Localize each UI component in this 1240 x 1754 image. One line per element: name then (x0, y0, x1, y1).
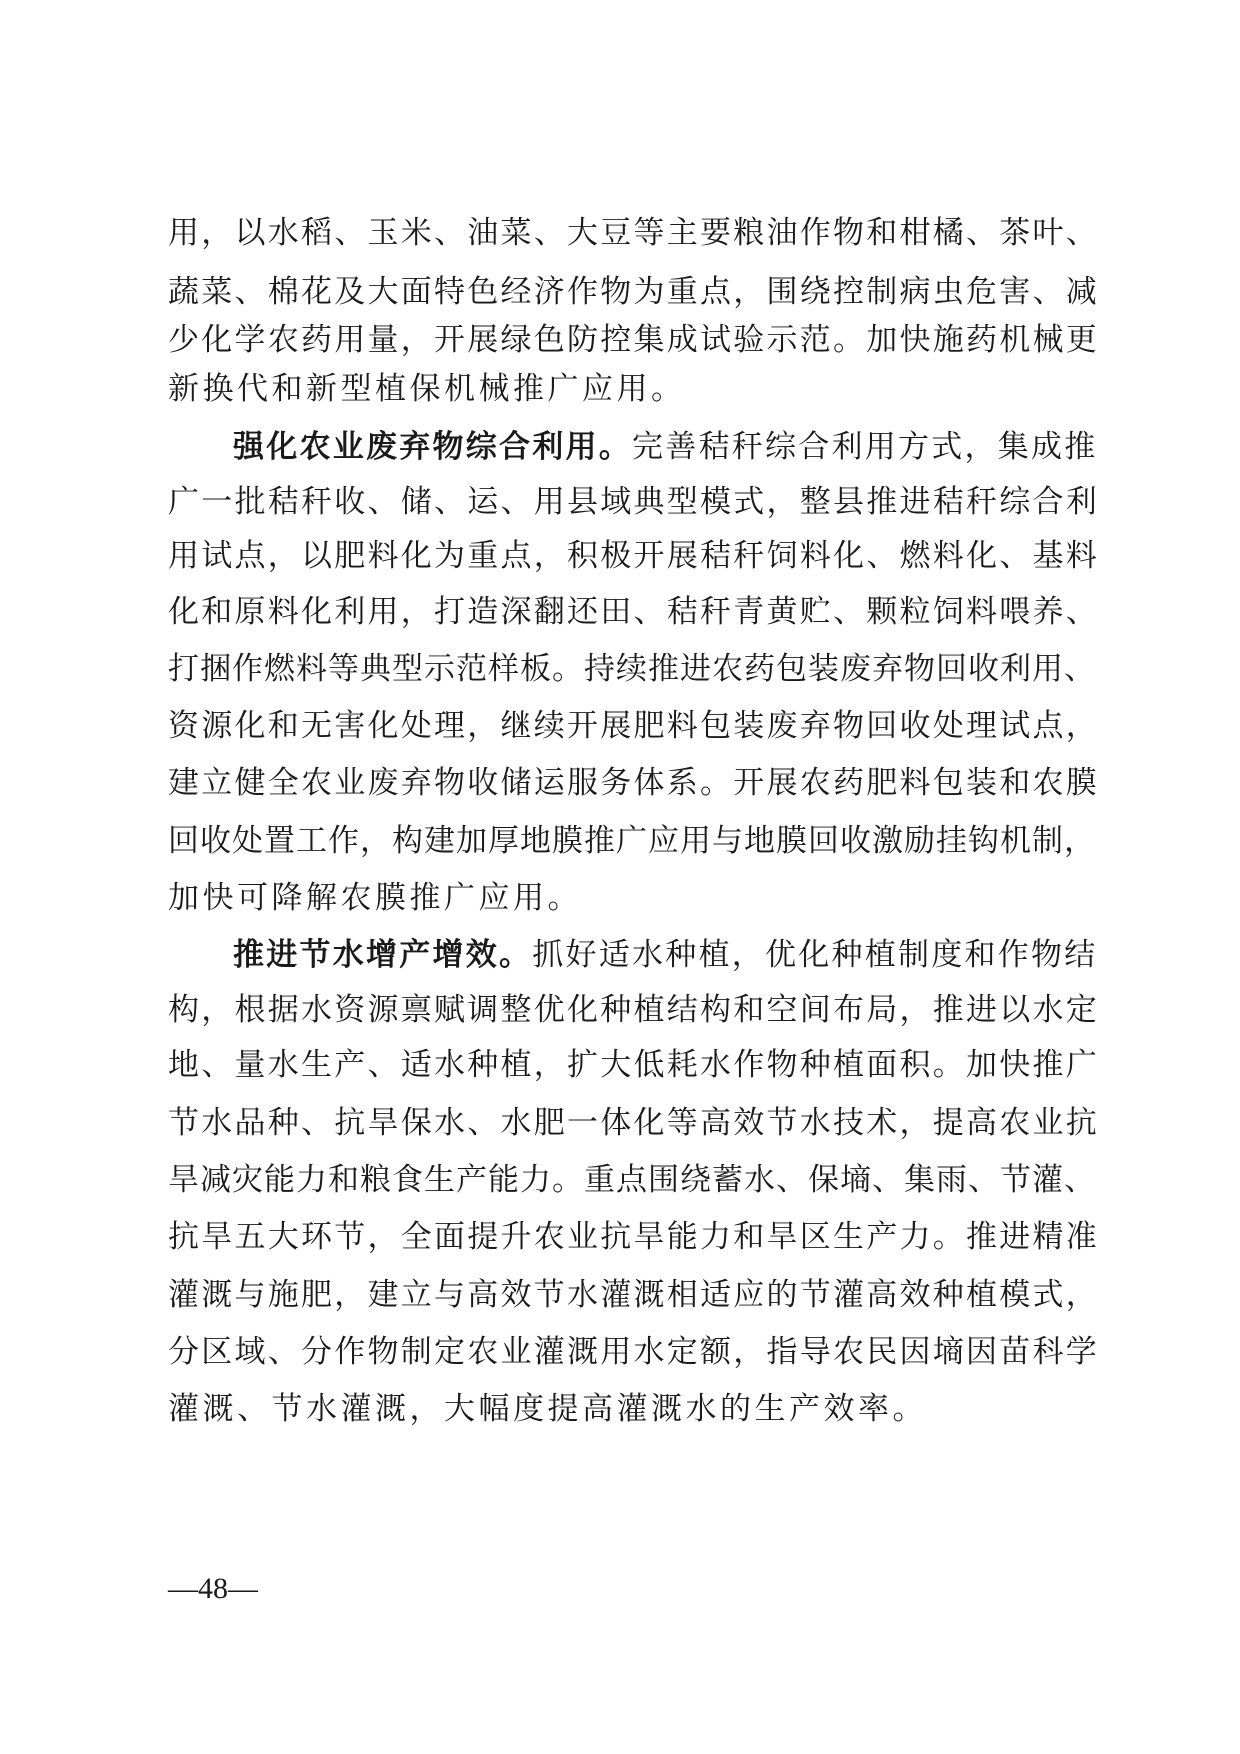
paragraph-2-line-3: 用试点，以肥料化为重点，积极开展秸秆饲料化、燃料化、基料 (168, 538, 1099, 574)
paragraph-3-line-8: 分区域、分作物制定农业灌溉用水定额，指导农民因墒因苗科学 (168, 1334, 1099, 1370)
paragraph-2-line-1 (233, 425, 1098, 469)
paragraph-3-line-6: 抗旱五大环节，全面提升农业抗旱能力和旱区生产力。推进精准 (168, 1219, 1099, 1255)
paragraph-2-heading: 强化农业废弃物综合利用。 (233, 429, 632, 465)
paragraph-3-line-2: 构，根据水资源禀赋调整优化种植结构和空间布局，推进以水定 (168, 992, 1099, 1028)
paragraph-3-line-3: 地、量水生产、适水种植，扩大低耗水作物种植面积。加快推广 (168, 1047, 1099, 1083)
paragraph-3-line-9: 灌溉、节水灌溉，大幅度提高灌溉水的生产效率。 (168, 1391, 927, 1427)
paragraph-2-line-7: 建立健全农业废弃物收储运服务体系。开展农药肥料包装和农膜 (168, 765, 1099, 801)
paragraph-2-first-line-rest: 完善秸秆综合利用方式，集成推 (632, 429, 1098, 465)
paragraph-3-line-5: 旱减灾能力和粮食生产能力。重点围绕蓄水、保墒、集雨、节灌、 (168, 1162, 1096, 1198)
paragraph-1-line-2: 蔬菜、棉花及大面特色经济作物为重点，围绕控制病虫危害、减 (168, 274, 1099, 310)
paragraph-2-line-8: 回收处置工作，构建加厚地膜推广应用与地膜回收激励挂钩机制， (168, 823, 1096, 859)
paragraph-2-line-2: 广一批秸秆收、储、运、用县域典型模式，整县推进秸秆综合利 (168, 484, 1099, 520)
paragraph-2-line-6: 资源化和无害化处理，继续开展肥料包装废弃物回收处理试点， (168, 708, 1099, 744)
paragraph-3-heading: 推进节水增产增效。 (233, 937, 533, 973)
paragraph-1-line-3: 少化学农药用量，开展绿色防控集成试验示范。加快施药机械更 (168, 322, 1099, 358)
page-number: —48— (168, 1572, 258, 1605)
paragraph-3-line-4: 节水品种、抗旱保水、水肥一体化等高效节水技术，提高农业抗 (168, 1105, 1099, 1141)
paragraph-1-line-4: 新换代和新型植保机械推广应用。 (168, 371, 686, 407)
paragraph-2-line-9: 加快可降解农膜推广应用。 (168, 880, 582, 916)
paragraph-1-line-1: 用，以水稻、玉米、油菜、大豆等主要粮油作物和柑橘、茶叶、 (168, 215, 1099, 251)
paragraph-3-line-7: 灌溉与施肥，建立与高效节水灌溉相适应的节灌高效种植模式， (168, 1277, 1099, 1313)
paragraph-3-line-1 (233, 933, 1098, 977)
paragraph-2-line-4: 化和原料化利用，打造深翻还田、秸秆青黄贮、颗粒饲料喂养、 (168, 594, 1099, 630)
paragraph-3-first-line-rest: 抓好适水种植，优化种植制度和作物结 (532, 937, 1098, 973)
paragraph-2-line-5: 打捆作燃料等典型示范样板。持续推进农药包装废弃物回收利用、 (168, 651, 1096, 687)
